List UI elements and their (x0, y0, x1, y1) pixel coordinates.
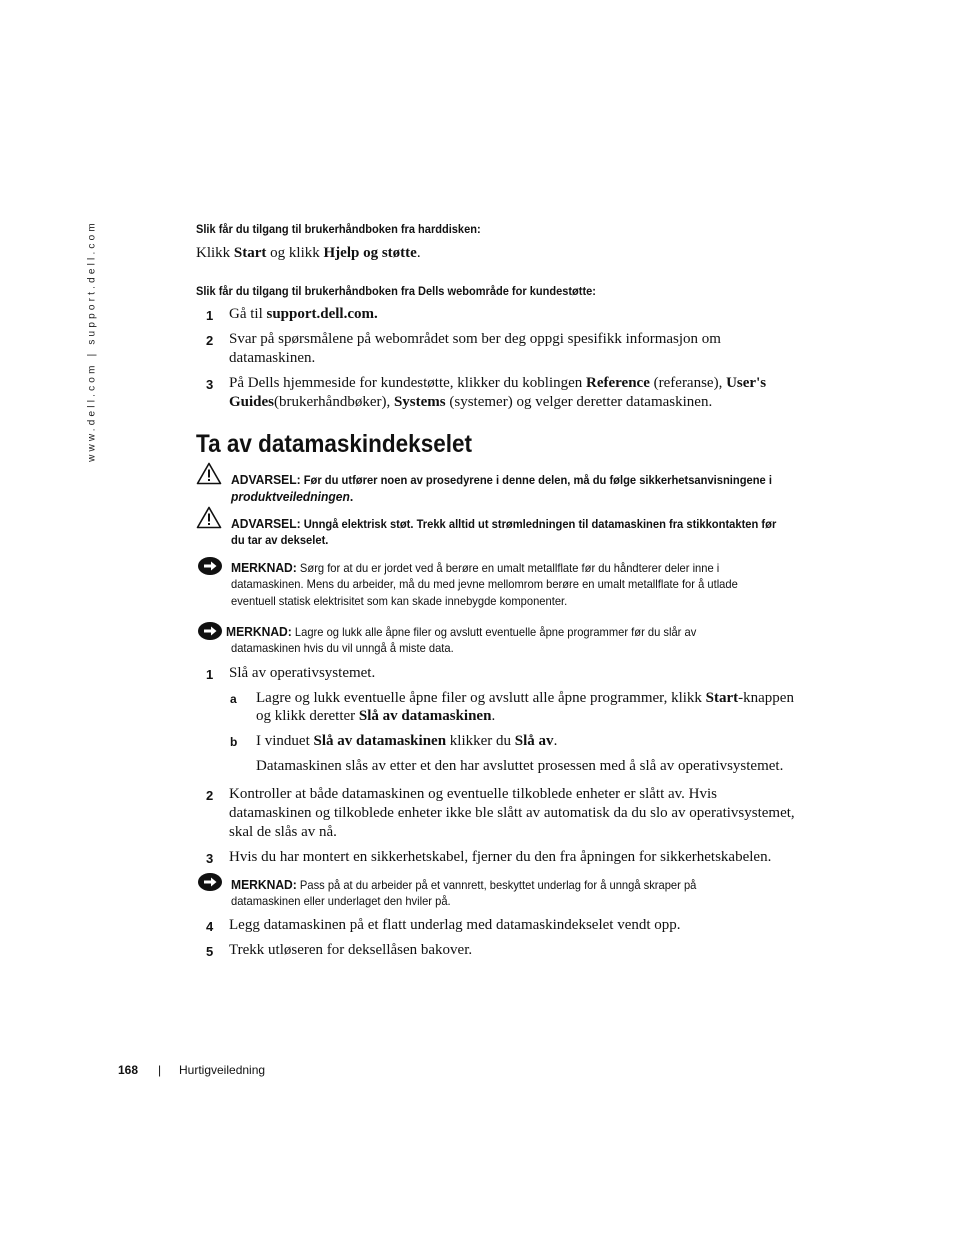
step-text: datamaskinen og tilkoblede enheter ikke ble slått av automatisk da du slo av operativsystemet, (229, 805, 795, 821)
step-text: Slå av operativsystemet. (229, 665, 376, 681)
notice-label: MERKNAD: (231, 877, 297, 892)
warning-text: produktveiledningen. (231, 489, 354, 504)
step-text: Trekk utløseren for deksellåsen bakover. (229, 942, 473, 958)
step-number: 2 (206, 333, 214, 348)
page-number: 168 (118, 1063, 139, 1077)
notice-arrow-icon (197, 621, 223, 641)
notice-text: MERKNAD: Sørg for at du er jordet ved å berøre en umalt metallflate før du håndterer deler inne i (231, 560, 720, 575)
warning-label: ADVARSEL: (231, 516, 301, 531)
step-number: 3 (206, 377, 214, 392)
support-link[interactable]: support.dell.com. (266, 306, 378, 322)
substep-text: I vinduet Slå av datamaskinen klikker du Slå av. (256, 733, 558, 749)
page-title: Ta av datamaskindekselet (196, 430, 472, 458)
notice-text: eventuell statisk elektrisitet som kan skade innebygde komponenter. (231, 594, 568, 608)
shutdown-window-term: Slå av datamaskinen (313, 733, 447, 749)
step-text: Gå til support.dell.com. (229, 306, 378, 322)
step-text: På Dells hjemmeside for kundestøtte, klikker du koblingen Reference (referanse), User's (229, 375, 767, 391)
users-guides-link-part[interactable]: User's (726, 375, 767, 391)
substep-text: og klikk deretter Slå av datamaskinen. (256, 708, 496, 724)
step-number: 2 (206, 788, 214, 803)
start-term: Start (233, 245, 267, 261)
warning-label: ADVARSEL: (231, 472, 301, 487)
warning-icon (196, 462, 222, 485)
notice-arrow-icon (197, 872, 223, 892)
step-number: 5 (206, 944, 214, 959)
step-number: 3 (206, 851, 214, 866)
step-text: Guides(brukerhåndbøker), Systems (systemer) og velger deretter datamaskinen. (229, 394, 713, 410)
notice-label: MERKNAD: (231, 560, 297, 575)
section1-instruction: Klikk Start og klikk Hjelp og støtte. (196, 245, 421, 261)
shutdown-term: Slå av datamaskinen (358, 708, 492, 724)
sidebar-url-text: www.dell.com | support.dell.com (86, 220, 98, 462)
step-text: datamaskinen. (229, 350, 316, 366)
footer-title: Hurtigveiledning (179, 1063, 266, 1077)
sidebar-url (84, 222, 100, 460)
warning-text: du tar av dekselet. (231, 533, 329, 547)
step-text: skal de slås av nå. (229, 824, 337, 840)
turn-off-term: Slå av (514, 733, 554, 749)
reference-link[interactable]: Reference (586, 375, 650, 391)
section-heading-website: Slik får du tilgang til brukerhåndboken fra Dells webområde for kundestøtte: (196, 284, 596, 298)
notice-label: MERKNAD: (226, 624, 292, 639)
notice-text: datamaskinen eller underlaget den hviler på. (231, 894, 451, 908)
step-number: 4 (206, 919, 214, 934)
section-heading-harddisk: Slik får du tilgang til brukerhåndboken fra harddisken: (196, 222, 481, 236)
step-text: Hvis du har montert en sikkerhetskabel, fjerner du den fra åpningen for sikkerhetskabelen. (229, 849, 772, 865)
help-support-term: Hjelp og støtte (323, 245, 417, 261)
warning-text: ADVARSEL: Før du utfører noen av prosedyrene i denne delen, må du følge sikkerhetsanvisningene i (231, 472, 772, 487)
step-text: Kontroller at både datamaskinen og eventuelle tilkoblede enheter er slått av. Hvis (229, 786, 718, 802)
notice-arrow-icon (197, 556, 223, 576)
product-guide-term: produktveiledningen (231, 489, 350, 504)
warning-icon (196, 506, 222, 529)
footer-separator: | (158, 1063, 162, 1077)
notice-text: MERKNAD: Lagre og lukk alle åpne filer og avslutt eventuelle åpne programmer før du slår av (226, 624, 697, 639)
step-number: 1 (206, 667, 214, 682)
substep-letter: b (230, 735, 238, 749)
systems-link[interactable]: Systems (393, 394, 446, 410)
step-text: Legg datamaskinen på et flatt underlag med datamaskindekselet vendt opp. (229, 917, 681, 933)
notice-text: datamaskinen. Mens du arbeider, må du med jevne mellomrom berøre en umalt metallflate for å utlade (231, 577, 738, 591)
notice-text: MERKNAD: Pass på at du arbeider på et vannrett, beskyttet underlag for å unngå skraper på (231, 877, 697, 892)
warning-text: ADVARSEL: Unngå elektrisk støt. Trekk alltid ut strømledningen til datamaskinen fra stikkontakten før (231, 516, 777, 531)
notice-text: datamaskinen hvis du vil unngå å miste data. (231, 641, 454, 655)
substep-result-text: Datamaskinen slås av etter et den har avsluttet prosessen med å slå av operativsystemet. (256, 758, 784, 774)
substep-letter: a (230, 692, 237, 706)
step-number: 1 (206, 308, 214, 323)
guides-link-part[interactable]: Guides (229, 394, 275, 410)
step-text: Svar på spørsmålene på webområdet som ber deg oppgi spesifikk informasjon om (229, 331, 721, 347)
substep-text: Lagre og lukk eventuelle åpne filer og avslutt alle åpne programmer, klikk Start-knappen (256, 690, 794, 706)
start-button-term: Start (705, 690, 739, 706)
